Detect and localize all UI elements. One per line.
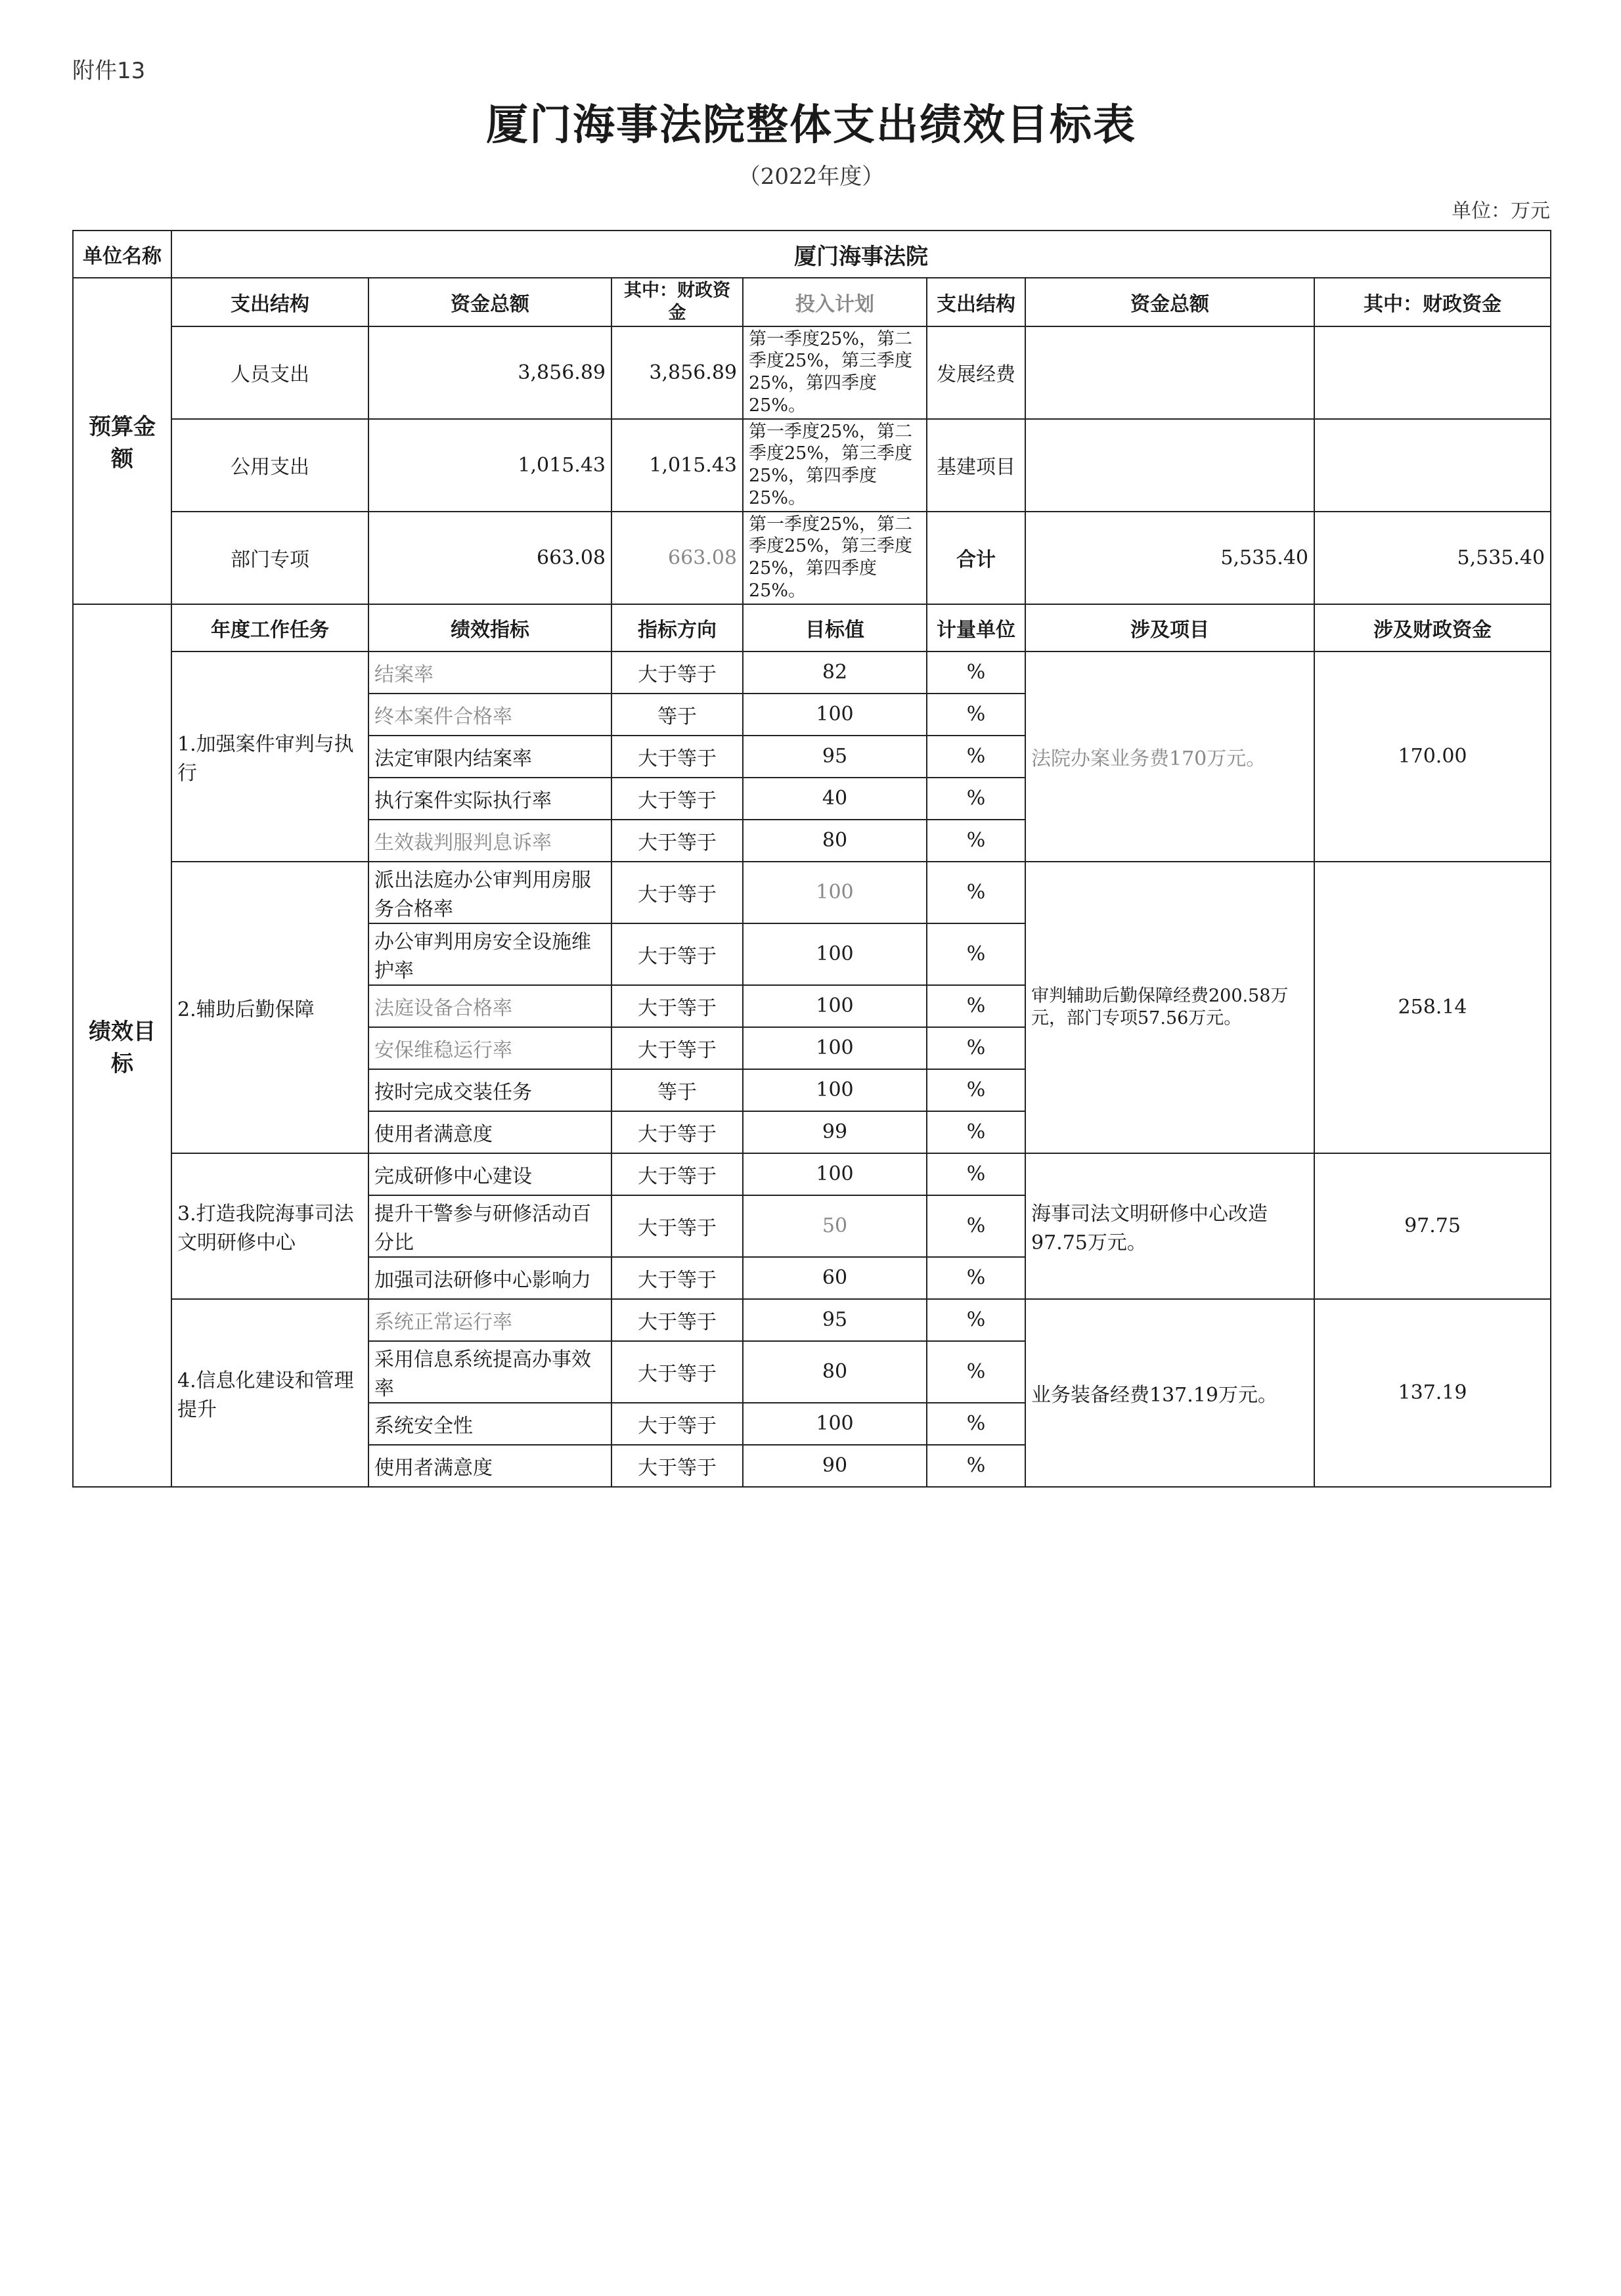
indicator-name: 提升干警参与研修活动百分比 [368, 1195, 611, 1257]
indicator-unit: % [927, 1341, 1025, 1403]
indicator-target: 90 [743, 1445, 927, 1487]
indicator-direction: 大于等于 [611, 923, 743, 985]
indicator-unit: % [927, 1257, 1025, 1299]
task-name: 4.信息化建设和管理提升 [171, 1299, 368, 1487]
budget-structure: 部门专项 [171, 512, 368, 604]
budget-structure-right: 合计 [927, 512, 1025, 604]
budget-fiscal: 1,015.43 [611, 419, 743, 512]
indicator-direction: 大于等于 [611, 1153, 743, 1195]
indicator-name: 安保维稳运行率 [368, 1027, 611, 1069]
budget-row [73, 326, 1551, 419]
indicator-target: 100 [743, 1027, 927, 1069]
indicator-target: 50 [743, 1195, 927, 1257]
indicator-target: 100 [743, 694, 927, 736]
task-project: 法院办案业务费170万元。 [1025, 651, 1314, 862]
indicator-name: 采用信息系统提高办事效率 [368, 1341, 611, 1403]
budget-plan: 第一季度25%，第二季度25%，第三季度25%，第四季度25%。 [743, 419, 927, 512]
budget-plan: 第一季度25%，第二季度25%，第三季度25%，第四季度25%。 [743, 512, 927, 604]
indicator-direction: 大于等于 [611, 1111, 743, 1153]
budget-header-total: 资金总额 [368, 278, 611, 326]
indicator-name: 执行案件实际执行率 [368, 778, 611, 820]
indicator-direction: 大于等于 [611, 985, 743, 1027]
page-subtitle: （2022年度） [738, 164, 885, 190]
indicator-unit: % [927, 1153, 1025, 1195]
budget-header-plan: 投入计划 [743, 278, 927, 326]
budget-section-label: 预算金额 [73, 278, 171, 604]
budget-total-right [1025, 326, 1314, 419]
indicator-unit: % [927, 1445, 1025, 1487]
task-project: 业务装备经费137.19万元。 [1025, 1299, 1314, 1487]
indicator-name: 完成研修中心建设 [368, 1153, 611, 1195]
budget-structure: 人员支出 [171, 326, 368, 419]
indicator-name: 法定审限内结案率 [368, 736, 611, 778]
budget-header-structure: 支出结构 [171, 278, 368, 326]
indicator-target: 100 [743, 923, 927, 985]
indicator-direction: 等于 [611, 694, 743, 736]
indicator-unit: % [927, 1111, 1025, 1153]
indicator-name: 派出法庭办公审判用房服务合格率 [368, 862, 611, 923]
indicator-direction: 大于等于 [611, 778, 743, 820]
indicator-target: 95 [743, 736, 927, 778]
unit-name-label: 单位名称 [73, 231, 171, 278]
budget-plan: 第一季度25%，第二季度25%，第三季度25%，第四季度25%。 [743, 326, 927, 419]
indicator-direction: 大于等于 [611, 1257, 743, 1299]
budget-total: 663.08 [368, 512, 611, 604]
indicator-unit: % [927, 1403, 1025, 1445]
budget-fiscal-right: 5,535.40 [1314, 512, 1551, 604]
task-project: 海事司法文明研修中心改造97.75万元。 [1025, 1153, 1314, 1299]
indicator-direction: 大于等于 [611, 820, 743, 862]
table-row [73, 1299, 1551, 1341]
task-funds: 170.00 [1314, 651, 1551, 862]
perf-header-project: 涉及项目 [1025, 604, 1314, 651]
indicator-unit: % [927, 694, 1025, 736]
indicator-unit: % [927, 1299, 1025, 1341]
budget-structure-right: 发展经费 [927, 326, 1025, 419]
indicator-unit: % [927, 651, 1025, 694]
indicator-name: 系统正常运行率 [368, 1299, 611, 1341]
indicator-direction: 大于等于 [611, 1299, 743, 1341]
perf-header-indicator: 绩效指标 [368, 604, 611, 651]
document-sheet [72, 53, 1550, 1488]
budget-header-fiscal-right: 其中：财政资金 [1314, 278, 1551, 326]
indicator-target: 100 [743, 985, 927, 1027]
task-funds: 137.19 [1314, 1299, 1551, 1487]
budget-total: 3,856.89 [368, 326, 611, 419]
indicator-target: 60 [743, 1257, 927, 1299]
indicator-unit: % [927, 820, 1025, 862]
indicator-name: 使用者满意度 [368, 1111, 611, 1153]
task-name: 1.加强案件审判与执行 [171, 651, 368, 862]
performance-target-table [72, 230, 1551, 1488]
perf-header-target: 目标值 [743, 604, 927, 651]
indicator-unit: % [927, 778, 1025, 820]
indicator-direction: 大于等于 [611, 1445, 743, 1487]
indicator-target: 80 [743, 820, 927, 862]
perf-header-direction: 指标方向 [611, 604, 743, 651]
performance-section-label: 绩效目标 [73, 604, 171, 1487]
indicator-direction: 大于等于 [611, 1341, 743, 1403]
indicator-target: 100 [743, 1403, 927, 1445]
indicator-target: 95 [743, 1299, 927, 1341]
task-funds: 258.14 [1314, 862, 1551, 1153]
indicator-direction: 等于 [611, 1069, 743, 1111]
budget-total-right [1025, 419, 1314, 512]
indicator-target: 82 [743, 651, 927, 694]
budget-structure: 公用支出 [171, 419, 368, 512]
task-name: 3.打造我院海事司法文明研修中心 [171, 1153, 368, 1299]
indicator-name: 办公审判用房安全设施维护率 [368, 923, 611, 985]
indicator-direction: 大于等于 [611, 1403, 743, 1445]
indicator-unit: % [927, 923, 1025, 985]
budget-row [73, 512, 1551, 604]
task-funds: 97.75 [1314, 1153, 1551, 1299]
indicator-unit: % [927, 736, 1025, 778]
indicator-name: 按时完成交装任务 [368, 1069, 611, 1111]
indicator-unit: % [927, 1069, 1025, 1111]
budget-header-fiscal: 其中：财政资金 [611, 278, 743, 326]
indicator-direction: 大于等于 [611, 862, 743, 923]
budget-structure-right: 基建项目 [927, 419, 1025, 512]
task-name: 2.辅助后勤保障 [171, 862, 368, 1153]
unit-name-value: 厦门海事法院 [171, 231, 1551, 278]
perf-header-funds: 涉及财政资金 [1314, 604, 1551, 651]
table-row [73, 862, 1551, 923]
indicator-direction: 大于等于 [611, 1027, 743, 1069]
indicator-name: 生效裁判服判息诉率 [368, 820, 611, 862]
budget-total-right: 5,535.40 [1025, 512, 1314, 604]
attachment-label: 附件13 [72, 58, 146, 84]
indicator-target: 40 [743, 778, 927, 820]
indicator-direction: 大于等于 [611, 736, 743, 778]
indicator-name: 法庭设备合格率 [368, 985, 611, 1027]
page-title: 厦门海事法院整体支出绩效目标表 [486, 100, 1136, 150]
budget-fiscal-right [1314, 326, 1551, 419]
table-row [73, 651, 1551, 694]
budget-fiscal: 3,856.89 [611, 326, 743, 419]
indicator-unit: % [927, 1195, 1025, 1257]
indicator-target: 99 [743, 1111, 927, 1153]
table-row [73, 1153, 1551, 1195]
task-project: 审判辅助后勤保障经费200.58万元，部门专项57.56万元。 [1025, 862, 1314, 1153]
indicator-unit: % [927, 862, 1025, 923]
perf-header-unit: 计量单位 [927, 604, 1025, 651]
indicator-name: 使用者满意度 [368, 1445, 611, 1487]
indicator-target: 100 [743, 1069, 927, 1111]
indicator-name: 终本案件合格率 [368, 694, 611, 736]
indicator-target: 100 [743, 1153, 927, 1195]
indicator-unit: % [927, 1027, 1025, 1069]
indicator-unit: % [927, 985, 1025, 1027]
perf-header-task: 年度工作任务 [171, 604, 368, 651]
indicator-name: 系统安全性 [368, 1403, 611, 1445]
indicator-direction: 大于等于 [611, 1195, 743, 1257]
budget-fiscal: 663.08 [611, 512, 743, 604]
indicator-target: 80 [743, 1341, 927, 1403]
budget-header-structure-right: 支出结构 [927, 278, 1025, 326]
indicator-name: 结案率 [368, 651, 611, 694]
unit-note: 单位：万元 [1452, 200, 1550, 223]
budget-header-total-right: 资金总额 [1025, 278, 1314, 326]
indicator-direction: 大于等于 [611, 651, 743, 694]
indicator-name: 加强司法研修中心影响力 [368, 1257, 611, 1299]
budget-total: 1,015.43 [368, 419, 611, 512]
budget-fiscal-right [1314, 419, 1551, 512]
indicator-target: 100 [743, 862, 927, 923]
budget-row [73, 419, 1551, 512]
